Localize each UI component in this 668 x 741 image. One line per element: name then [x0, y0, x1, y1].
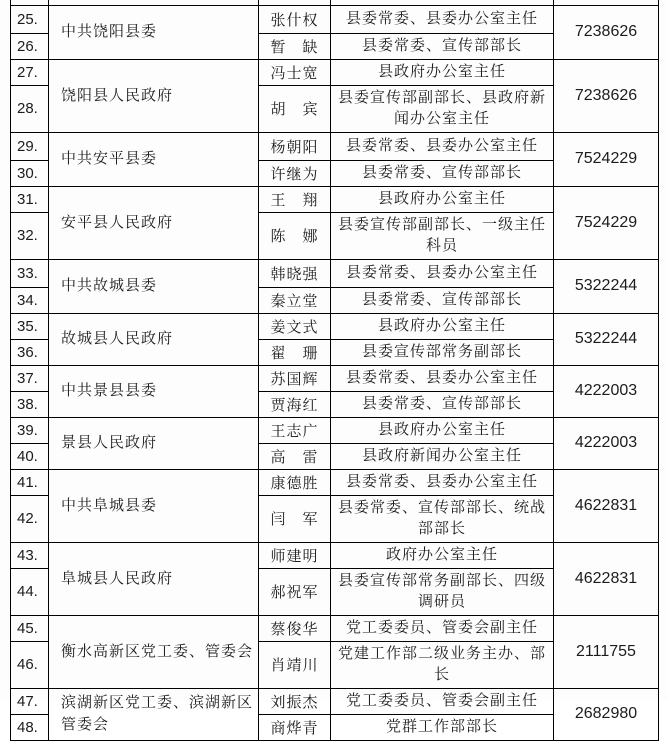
row-number: 26. [11, 33, 49, 59]
org-cell: 安平县人民政府 [49, 186, 259, 259]
title-cell: 县政府新闻办公室主任 [331, 443, 554, 469]
name-cell: 张什权 [259, 5, 331, 33]
row-number: 44. [11, 568, 49, 615]
title-cell: 县委常委、宣传部部长 [331, 287, 554, 313]
org-cell: 阜城县人民政府 [49, 542, 259, 615]
org-cell: 景县人民政府 [49, 417, 259, 469]
title-cell: 县委常委、宣传部部长、统战部部长 [331, 495, 554, 542]
phone-cell: 4622831 [554, 469, 659, 542]
org-cell: 故城县人民政府 [49, 313, 259, 365]
phone-cell: 4222003 [554, 417, 659, 469]
phone-cell: 7238626 [554, 5, 659, 59]
org-cell: 中共饶阳县委 [49, 5, 259, 59]
title-cell: 党工委委员、管委会副主任 [331, 688, 554, 714]
title-cell: 县委宣传部副部长、县政府新闻办公室主任 [331, 85, 554, 132]
row-number: 29. [11, 132, 49, 160]
row-number: 37. [11, 365, 49, 391]
title-cell: 县政府办公室主任 [331, 313, 554, 339]
phone-cell: 7524229 [554, 132, 659, 186]
table-row [11, 132, 659, 160]
name-cell: 秦立堂 [259, 287, 331, 313]
name-cell: 郝祝军 [259, 568, 331, 615]
table-row [11, 542, 659, 568]
title-cell: 党工委委员、管委会副主任 [331, 615, 554, 641]
row-number: 28. [11, 85, 49, 132]
name-cell: 冯士宽 [259, 59, 331, 85]
row-number: 42. [11, 495, 49, 542]
row-number: 35. [11, 313, 49, 339]
title-cell: 县委宣传部常务副部长、四级调研员 [331, 568, 554, 615]
row-number: 34. [11, 287, 49, 313]
row-number: 43. [11, 542, 49, 568]
org-cell: 中共故城县委 [49, 259, 259, 313]
table-row [11, 469, 659, 495]
title-cell: 县政府办公室主任 [331, 186, 554, 212]
phone-cell: 5322244 [554, 313, 659, 365]
table-row [11, 417, 659, 443]
phone-cell: 4622831 [554, 542, 659, 615]
table-row [11, 59, 659, 85]
title-cell: 县委常委、县委办公室主任 [331, 365, 554, 391]
phone-cell: 4222003 [554, 365, 659, 417]
name-cell: 杨朝阳 [259, 132, 331, 160]
row-number: 30. [11, 160, 49, 186]
name-cell: 贾海红 [259, 391, 331, 417]
name-cell: 暂 缺 [259, 33, 331, 59]
phone-cell: 2682980 [554, 688, 659, 740]
title-cell: 县委常委、县委办公室主任 [331, 259, 554, 287]
name-cell: 韩晓强 [259, 259, 331, 287]
title-cell: 县委常委、县委办公室主任 [331, 132, 554, 160]
row-number: 47. [11, 688, 49, 714]
row-number: 31. [11, 186, 49, 212]
name-cell: 高 雷 [259, 443, 331, 469]
name-cell: 陈 娜 [259, 212, 331, 259]
name-cell: 康德胜 [259, 469, 331, 495]
phone-cell: 5322244 [554, 259, 659, 313]
row-number: 40. [11, 443, 49, 469]
row-number: 48. [11, 714, 49, 740]
title-cell: 县政府办公室主任 [331, 59, 554, 85]
contact-table [10, 0, 659, 741]
table-row [11, 5, 659, 33]
row-number: 46. [11, 641, 49, 688]
row-number: 41. [11, 469, 49, 495]
name-cell: 苏国辉 [259, 365, 331, 391]
name-cell: 闫 军 [259, 495, 331, 542]
title-cell: 县委宣传部副部长、一级主任科员 [331, 212, 554, 259]
org-cell: 中共阜城县委 [49, 469, 259, 542]
name-cell: 许继为 [259, 160, 331, 186]
row-number: 25. [11, 5, 49, 33]
row-number: 36. [11, 339, 49, 365]
name-cell: 蔡俊华 [259, 615, 331, 641]
title-cell: 县委常委、宣传部部长 [331, 33, 554, 59]
row-number: 45. [11, 615, 49, 641]
name-cell: 商烨青 [259, 714, 331, 740]
row-number: 33. [11, 259, 49, 287]
row-number: 38. [11, 391, 49, 417]
title-cell: 县委宣传部常务副部长 [331, 339, 554, 365]
title-cell: 县委常委、宣传部部长 [331, 391, 554, 417]
phone-cell: 7524229 [554, 186, 659, 259]
name-cell: 王志广 [259, 417, 331, 443]
name-cell: 师建明 [259, 542, 331, 568]
org-cell: 中共安平县委 [49, 132, 259, 186]
row-number: 39. [11, 417, 49, 443]
title-cell: 县委常委、县委办公室主任 [331, 5, 554, 33]
phone-cell: 7238626 [554, 59, 659, 132]
title-cell: 县政府办公室主任 [331, 417, 554, 443]
name-cell: 刘振杰 [259, 688, 331, 714]
name-cell: 姜文式 [259, 313, 331, 339]
table-row [11, 313, 659, 339]
title-cell: 县委常委、县委办公室主任 [331, 469, 554, 495]
name-cell: 肖靖川 [259, 641, 331, 688]
title-cell: 党建工作部二级业务主办、部长 [331, 641, 554, 688]
phone-cell: 2111755 [554, 615, 659, 688]
name-cell: 胡 宾 [259, 85, 331, 132]
org-cell: 衡水高新区党工委、管委会 [49, 615, 259, 688]
table-row [11, 365, 659, 391]
title-cell: 党群工作部部长 [331, 714, 554, 740]
table-row [11, 186, 659, 212]
row-number: 32. [11, 212, 49, 259]
org-cell: 滨湖新区党工委、滨湖新区管委会 [49, 688, 259, 740]
row-number: 27. [11, 59, 49, 85]
name-cell: 翟 珊 [259, 339, 331, 365]
table-row [11, 688, 659, 714]
table-row [11, 615, 659, 641]
name-cell: 王 翔 [259, 186, 331, 212]
title-cell: 县委常委、宣传部部长 [331, 160, 554, 186]
org-cell: 中共景县县委 [49, 365, 259, 417]
org-cell: 饶阳县人民政府 [49, 59, 259, 132]
title-cell: 政府办公室主任 [331, 542, 554, 568]
table-row [11, 259, 659, 287]
